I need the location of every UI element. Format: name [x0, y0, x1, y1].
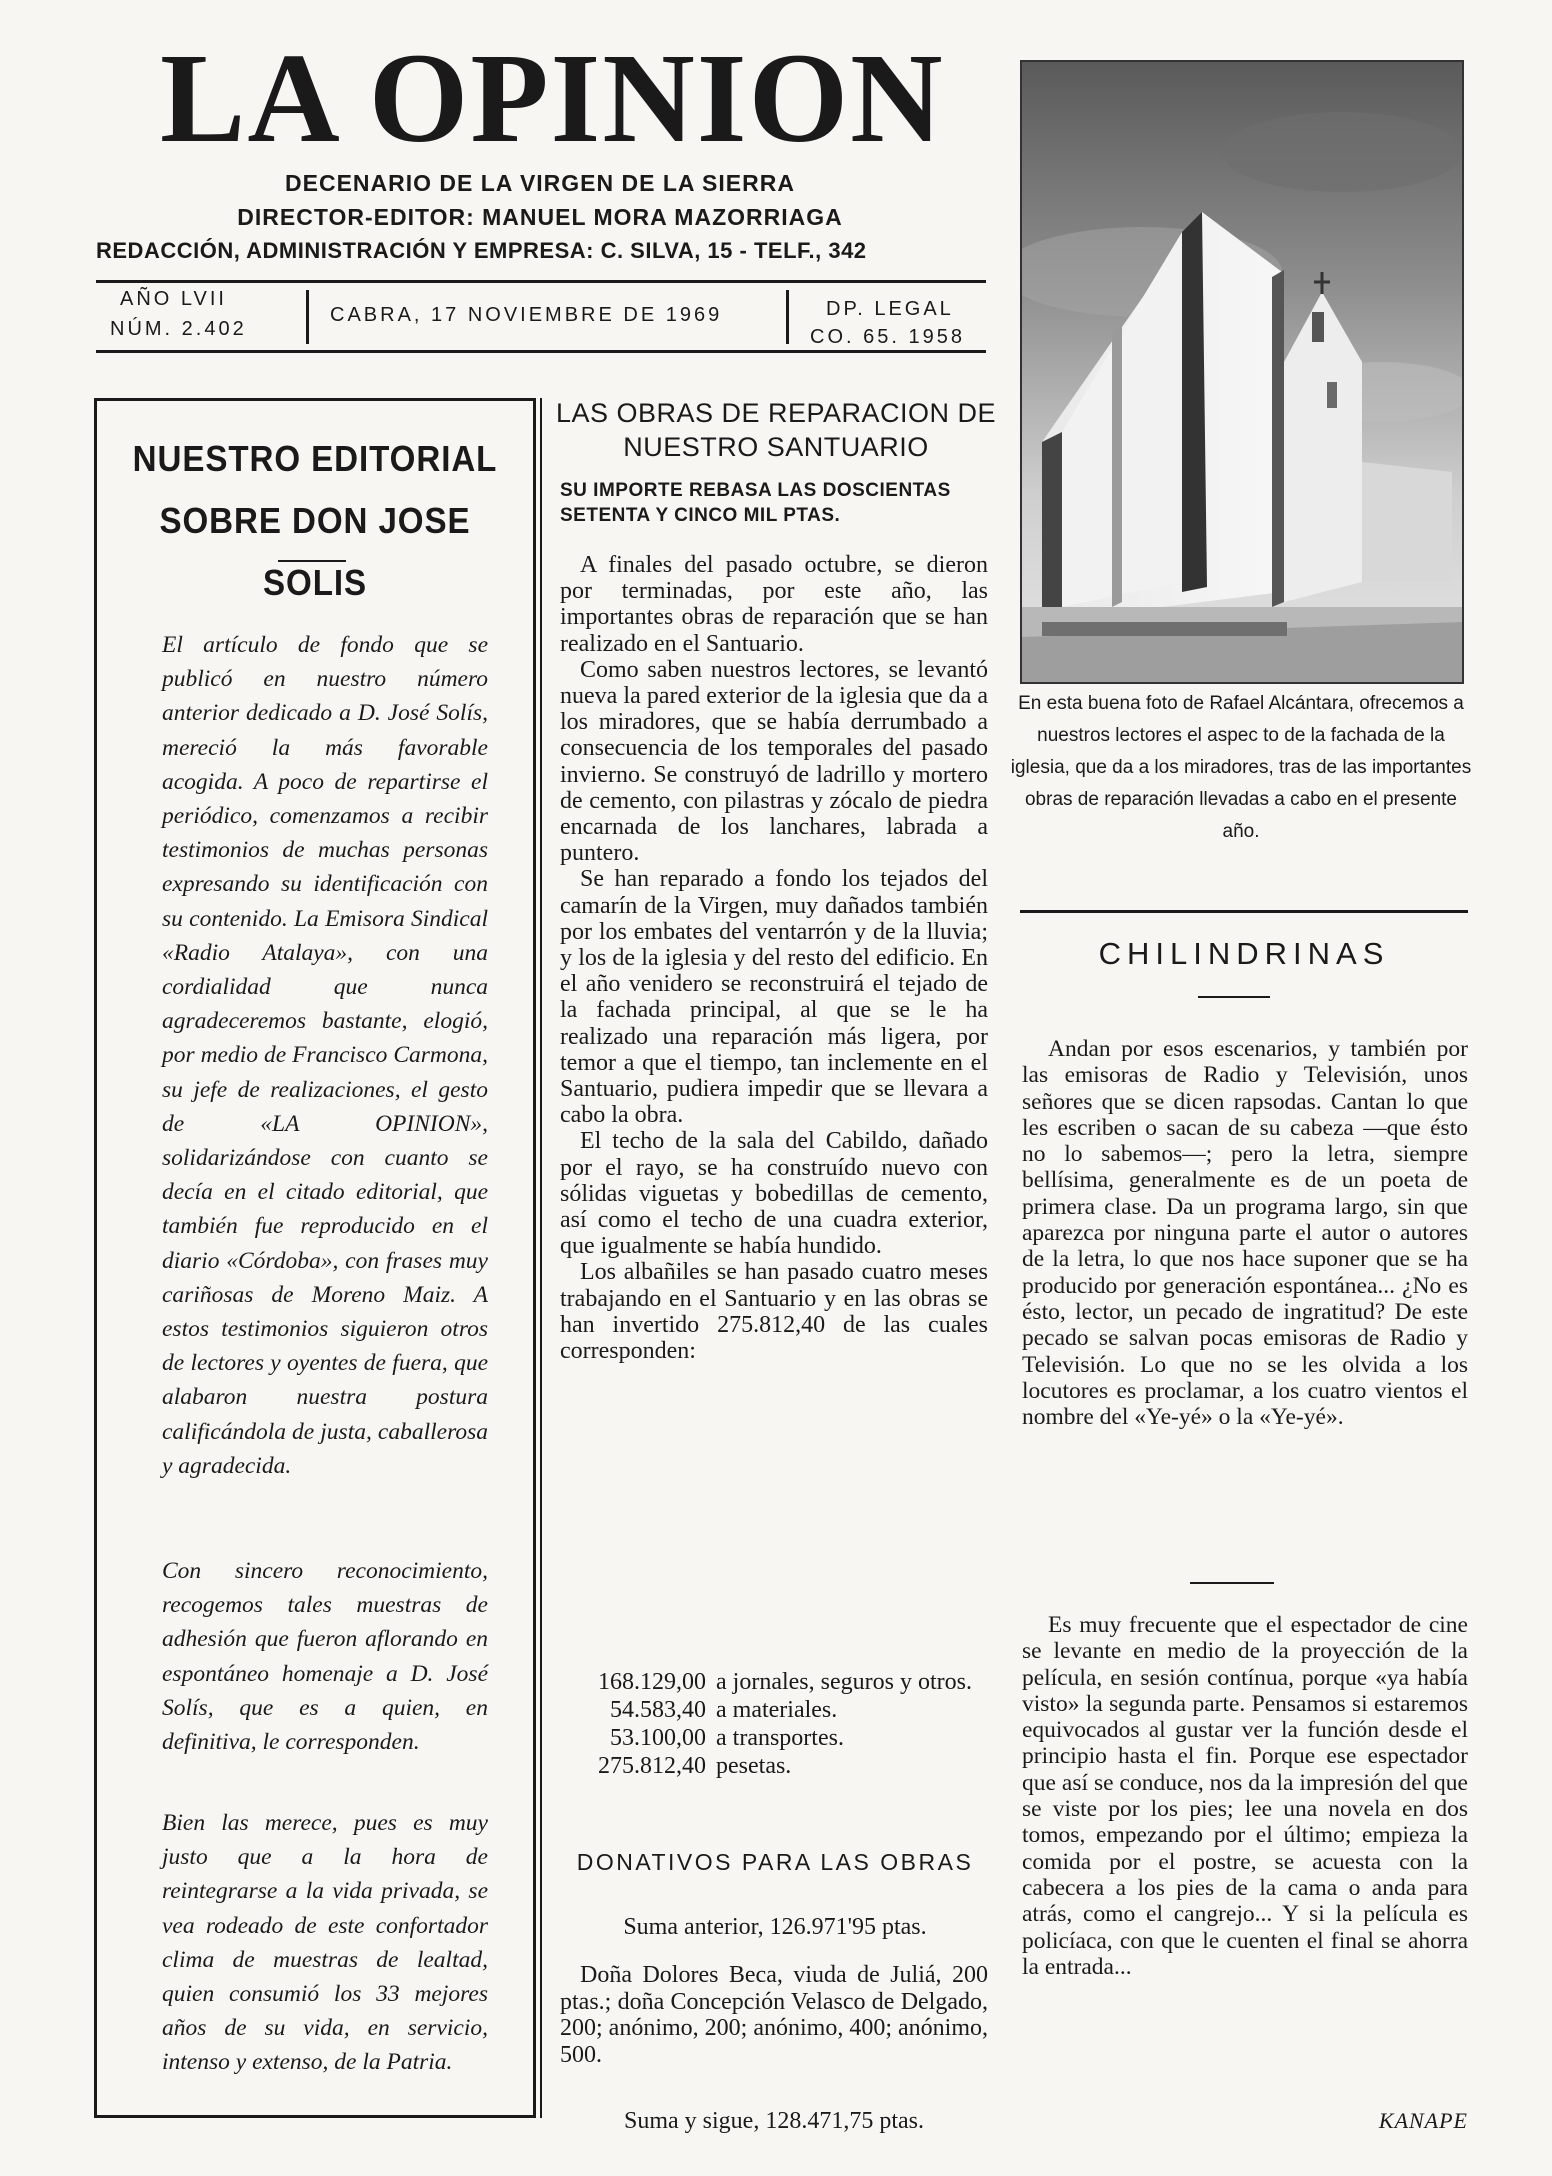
chilindrinas-paragraph — [1022, 1612, 1468, 1980]
author-signature: KANAPE — [1378, 2108, 1468, 2133]
chilindrinas-title: CHILINDRINAS — [1098, 936, 1390, 971]
article-paragraph: Es muy frecuente que el espectador de cine se levante en medio de la proyección de la película, en sesión contínua, porque «ya había visto» la segunda parte. Pensamos si estaremos equivocados al gustar ver la función desde el principio hasta el fin. Porque ese espectador que así se conduce, nos da la impresión del que se viste por los pies; lee una novela en dos tomos, empezando por el último; empieza la comida por el postre, se acuesta con la cabecera a los pies de la cama o anda para atrás, como el cangrejo... Y si la película es policíaca, con que le cuenten el final se ahorra la entrada... — [1022, 1612, 1468, 1980]
expense-total-row — [566, 1752, 986, 1780]
editorial-title: NUESTRO EDITORIAL SOBRE DON JOSE SOLIS — [132, 438, 498, 603]
church-facade-photo — [1020, 60, 1464, 684]
chilindrinas-paragraph — [1022, 1036, 1468, 1430]
expense-description: a transportes. — [716, 1725, 844, 1751]
expense-amount: 54.583,40 — [610, 1697, 706, 1723]
column-divider — [540, 398, 542, 2118]
obras-article — [560, 552, 988, 1364]
donations-previous-sum: Suma anterior, 126.971'95 ptas. — [623, 1914, 927, 1940]
expense-description: a jornales, seguros y otros. — [716, 1669, 972, 1695]
legal-deposit-number: CO. 65. 1958 — [810, 326, 965, 348]
donations-headline: DONATIVOS PARA LAS OBRAS — [576, 1849, 974, 1875]
expenses-table — [566, 1668, 986, 1780]
chilindrinas-separator — [1190, 1582, 1274, 1584]
masthead-rule-bottom — [96, 350, 986, 353]
expense-total-amount: 275.812,40 — [598, 1753, 706, 1779]
article-paragraph: Andan por esos escenarios, y también por las emisoras de Radio y Televisión, unos señores que se dicen rapsodas. Cantan lo que les escriben o sacan de su cabeza —que ésto no lo sabemos—; pero la letra, siempre bellísima, generalmente es de un poeta de primera clase. Da un programa largo, sin que aparezca por ninguna parte el autor o autores de la letra, lo que nos hace suponer que se ha producido por generación espontánea... ¿No es ésto, lector, un pecado de ingratitud? De este pecado se salvan pocas emisoras de Radio y Televisión. Lo que no se les olvida a los locutores es proclamar, a los cuatro vientos el nombre del «Ye-yé» o la «Ye-yé». — [1022, 1036, 1468, 1431]
expense-row — [566, 1696, 986, 1724]
masthead-rule-top — [96, 280, 986, 283]
expense-amount: 168.129,00 — [598, 1669, 706, 1695]
expense-row — [566, 1724, 986, 1752]
masthead-address: REDACCIÓN, ADMINISTRACIÓN Y EMPRESA: C. SILVA, 15 - TELF., 342 — [96, 238, 867, 263]
expense-row — [566, 1668, 986, 1696]
issue-year: AÑO LVII — [120, 288, 227, 310]
obras-subheadline: SU IMPORTE REBASA LAS DOSCIENTAS SETENTA Y CINCO MIL PTAS. — [560, 480, 951, 526]
legal-deposit-label: DP. LEGAL — [826, 298, 954, 320]
masthead-subtitle: DECENARIO DE LA VIRGEN DE LA SIERRA — [285, 170, 795, 196]
masthead-divider — [786, 290, 789, 344]
article-paragraph: Los albañiles se han pasado cuatro meses trabajando en el Santuario y en las obras se han invertido 275.812,40 de las cuales corresponden: — [560, 1259, 988, 1365]
chilindrinas-divider — [1198, 996, 1270, 998]
issue-date: CABRA, 17 NOVIEMBRE DE 1969 — [330, 304, 723, 326]
masthead-director: DIRECTOR-EDITOR: MANUEL MORA MAZORRIAGA — [237, 204, 843, 230]
masthead-divider — [306, 290, 309, 344]
expense-total-unit: pesetas. — [716, 1753, 792, 1779]
section-rule — [1020, 910, 1468, 913]
editorial-paragraph: Con sincero reconocimiento, recogemos tales muestras de adhesión que fueron aflorando en espontáneo homenaje a D. José Solís, que es a quien, en definitiva, le corresponden. — [162, 1558, 488, 1756]
editorial-paragraph: El artículo de fondo que se publicó en nuestro número anterior dedicado a D. José Solís, mereció la más favorable acogida. A poco de repartirse el periódico, comenzamos a recibir testimonios de muchas personas expresando su identificación con su contenido. La Emisora Sindical «Radio Atalaya», con una cordialidad que nunca agradeceremos bastante, elogió, por medio de Francisco Carmona, su jefe de realizaciones, el gesto de «LA OPINION», solidarizándose con cuanto se decía en el citado editorial, que también fue reproducido en el diario «Córdoba», con frases muy cariñosas de Moreno Maiz. A estos testimonios siguieron otros de lectores y oyentes de fuera, que alabaron nuestra postura calificándola de justa, caballerosa y agradecida. — [162, 632, 488, 1479]
issue-number: NÚM. 2.402 — [110, 318, 247, 340]
donations-running-total: Suma y sigue, 128.471,75 ptas. — [624, 2108, 924, 2134]
donations-list: Doña Dolores Beca, viuda de Juliá, 200 ptas.; doña Concepción Velasco de Delgado, 200; anónimo, 200; anónimo, 400; anónimo, 500. — [560, 1962, 988, 2068]
article-paragraph: Se han reparado a fondo los tejados del camarín de la Virgen, muy dañados también por los embates del ventarrón y de la lluvia; y los de la iglesia y del resto del edificio. En el año venidero se reconstruirá el tejado de la fachada principal, al que se le ha realizado una reparación más ligera, por temor a que el tiempo, tan inclemente en el Santuario, pudiera impedir que se llevara a cabo la obra. — [560, 866, 988, 1129]
editorial-paragraph: Bien las merece, pues es muy justo que a la hora de reintegrarse a la vida privada, se vea rodeado de este confortador clima de muestras de lealtad, quien consumió los 33 mejores años de su vida, en servicio, intenso y extenso, de la Patria. — [162, 1810, 488, 2076]
expense-description: a materiales. — [716, 1697, 838, 1723]
article-paragraph: El techo de la sala del Cabildo, dañado por el rayo, se ha construído nuevo con sólidas viguetas y bobedillas de cemento, así como el techo de una cuadra exterior, que igualmente se había hundido. — [560, 1128, 988, 1260]
editorial-divider — [278, 560, 346, 562]
obras-headline: LAS OBRAS DE REPARACION DE NUESTRO SANTUARIO — [555, 398, 997, 462]
expense-amount: 53.100,00 — [610, 1725, 706, 1751]
photo-caption: En esta buena foto de Rafael Alcántara, ofrecemos a nuestros lectores el aspec to de la fachada de la iglesia, que da a los miradores, tras de las importantes obras de reparación llevadas a cabo en el presente año. — [1010, 693, 1472, 842]
article-paragraph: Como saben nuestros lectores, se levantó nueva la pared exterior de la iglesia que da a los miradores, que se había derrumbado a consecuencia de los temporales del pasado invierno. Se construyó de ladrillo y mortero de cemento, con pilastras y zócalo de piedra encarnada de los lanchares, labrada a puntero. — [560, 656, 988, 867]
masthead-title: LA OPINION — [160, 27, 945, 169]
article-paragraph: A finales del pasado octubre, se dieron por terminadas, por este año, las importantes obras de reparación que se han realizado en el Santuario. — [560, 552, 988, 657]
